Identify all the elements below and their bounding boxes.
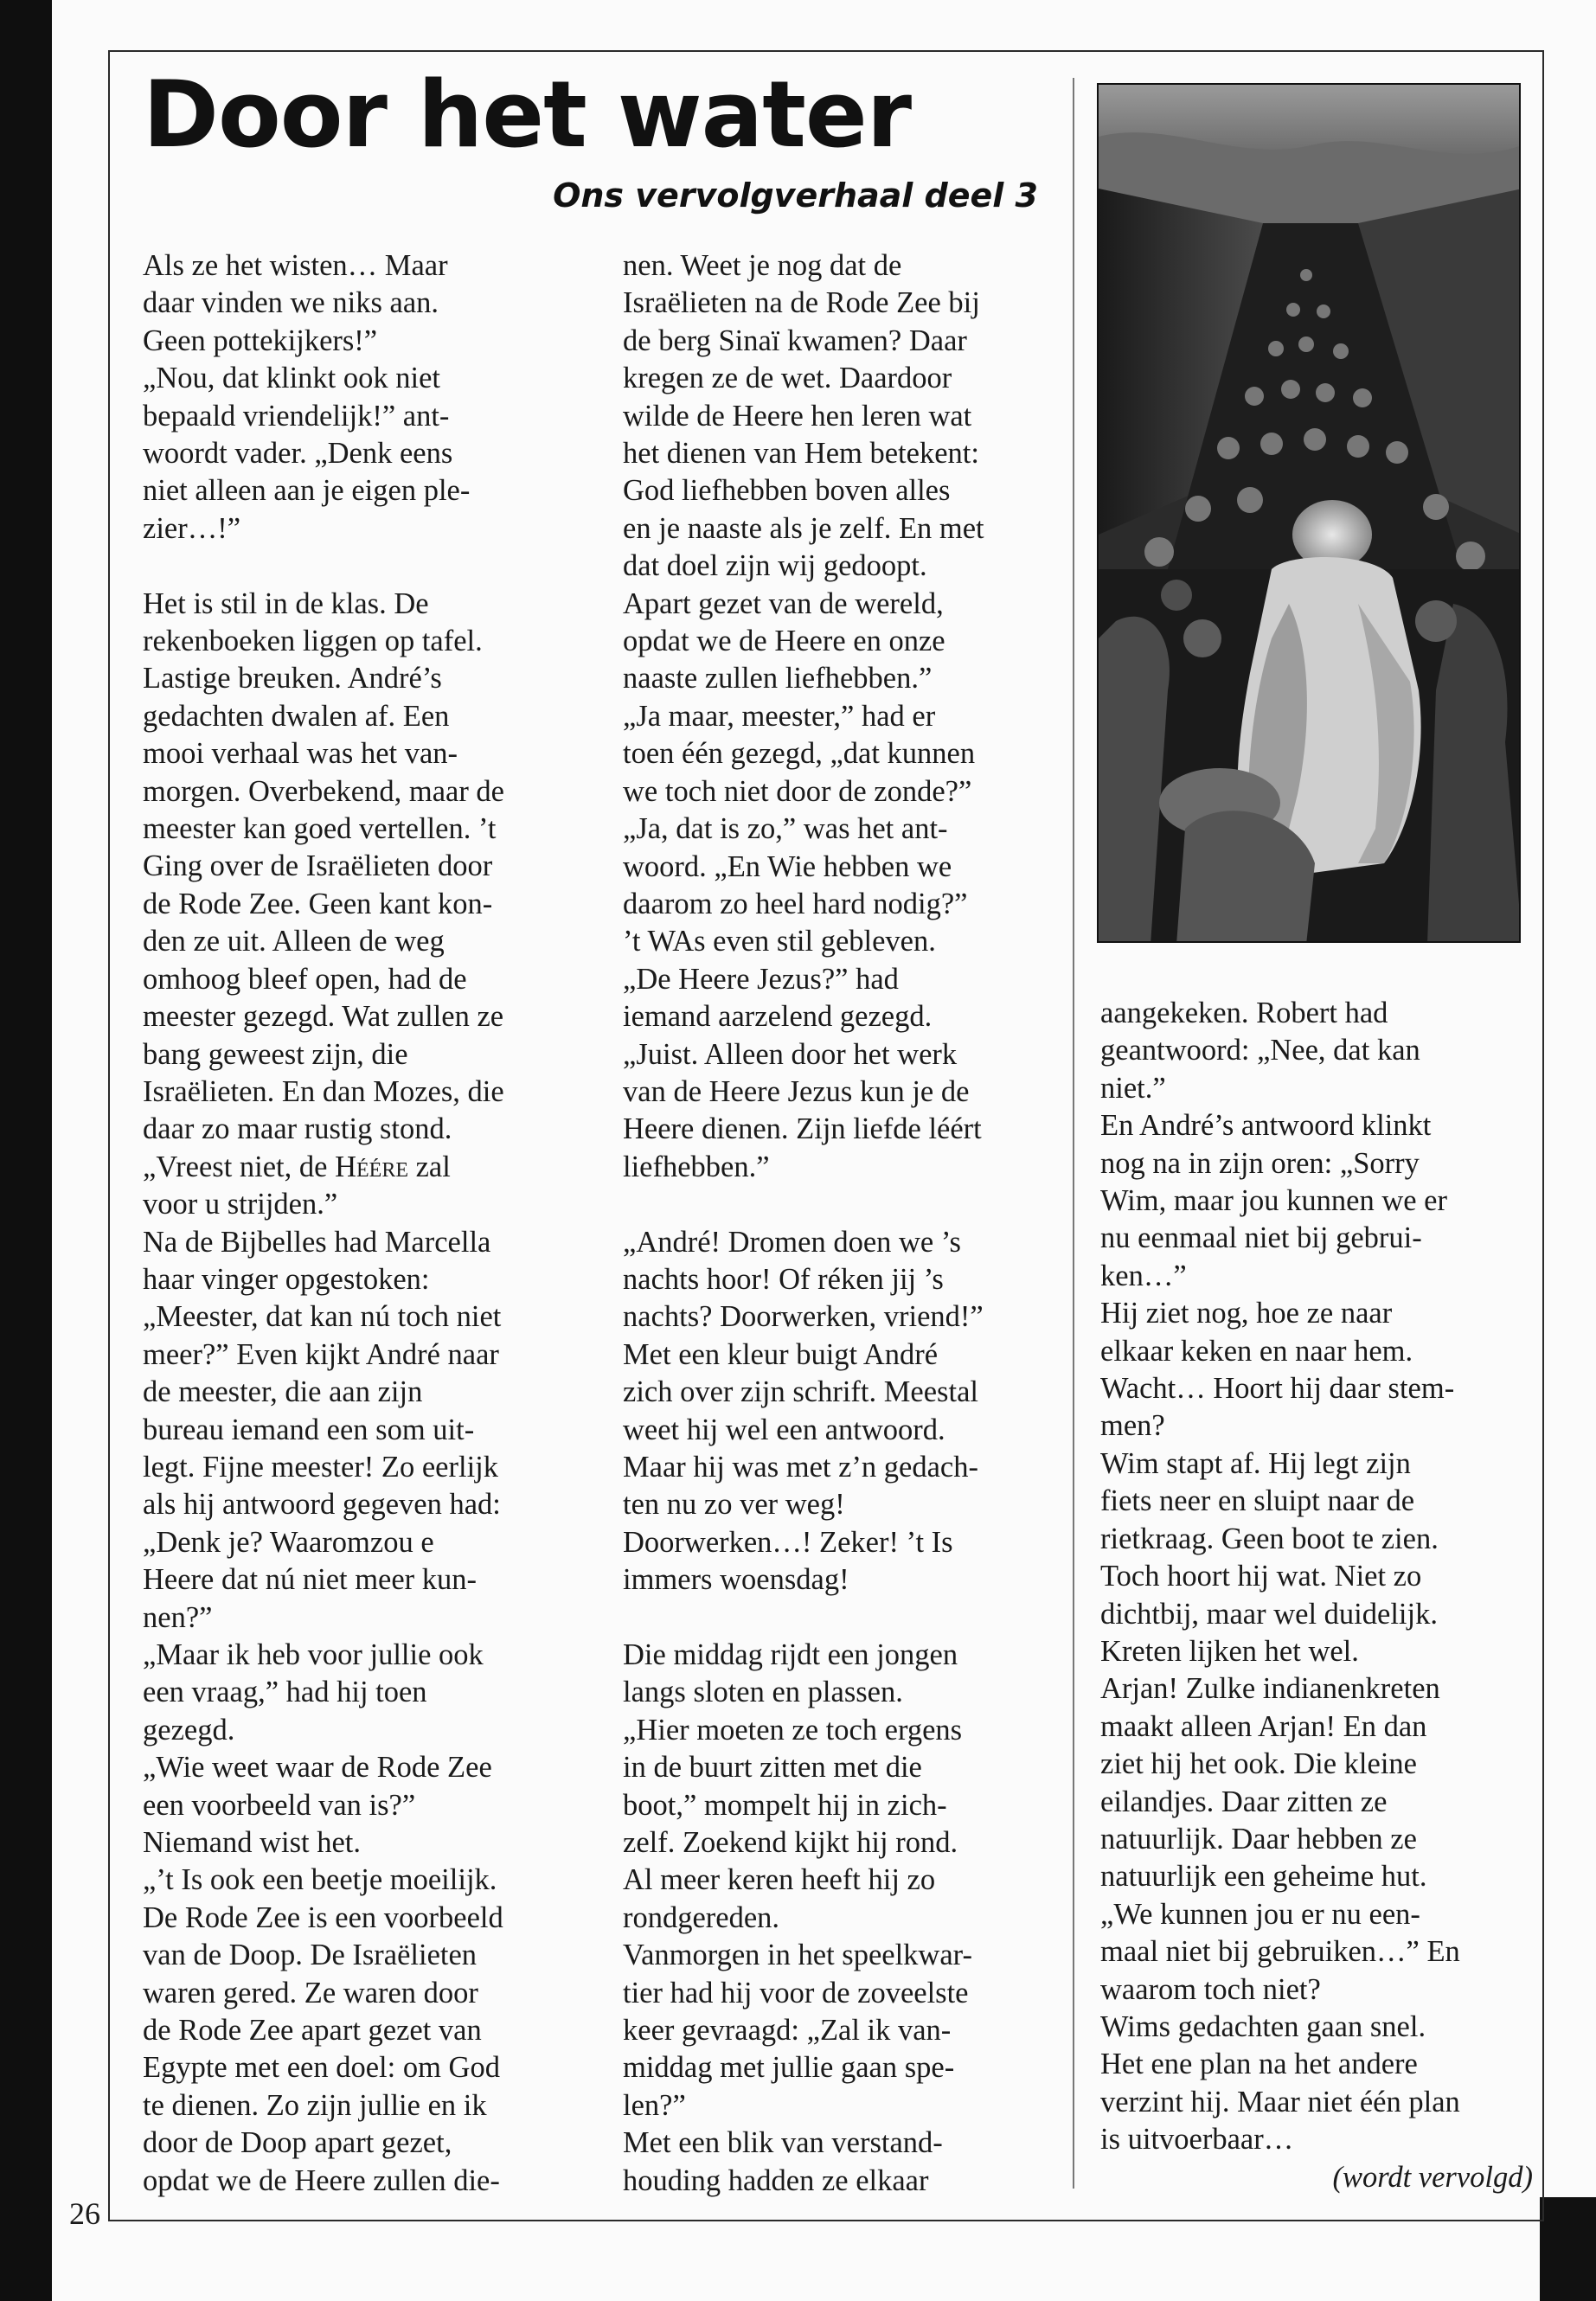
text-line: omhoog bleef open, had de [143, 962, 467, 996]
text-line: mooi verhaal was het van- [143, 737, 458, 771]
text-line: geantwoord: „Nee, dat kan [1100, 1034, 1420, 1067]
text-line: naaste zullen liefhebben.” [623, 662, 933, 695]
text-line: ten nu zo ver weg! [623, 1488, 845, 1522]
text-line: gezegd. [143, 1713, 235, 1747]
text-line: meester kan goed vertellen. ’t [143, 812, 497, 846]
text-line: door de Doop apart gezet, [143, 2126, 452, 2160]
text-line: De Rode Zee is een voorbeeld [143, 1900, 503, 1934]
text-line: de Rode Zee apart gezet van [143, 2014, 482, 2048]
text-line: „Vreest niet, de Héére zal [143, 1150, 451, 1183]
text-line: van de Doop. De Israëlieten [143, 1939, 478, 1972]
text-line: Het ene plan na het andere [1100, 2048, 1418, 2081]
text-line: „De Heere Jezus?” had [623, 962, 899, 996]
text-line: in de buurt zitten met die [623, 1751, 922, 1785]
text-line: niet.” [1100, 1071, 1166, 1105]
text-line: een voorbeeld van is?” [143, 1788, 416, 1822]
text-line: daar zo maar rustig stond. [143, 1112, 452, 1146]
text-line: daarom zo heel hard nodig?” [623, 887, 968, 920]
column-divider [1073, 78, 1074, 2189]
article-title: Door het water [143, 61, 912, 168]
text-line: verzint hij. Maar niet één plan [1100, 2085, 1460, 2118]
text-line: is uitvoerbaar… [1100, 2123, 1294, 2157]
text-line: woord. „En Wie hebben we [623, 849, 952, 883]
page-number: 26 [69, 2196, 100, 2231]
text-line: „Meester, dat kan nú toch niet [143, 1300, 502, 1334]
text-line: dat doel zijn wij gedoopt. [623, 549, 927, 583]
text-line: houding hadden ze elkaar [623, 2163, 929, 2197]
text-line: Heere dienen. Zijn liefde léért [623, 1112, 982, 1146]
text-line: „Wie weet waar de Rode Zee [143, 1751, 492, 1785]
page-edge-shadow [1540, 2197, 1596, 2301]
text-line: Met een kleur buigt André [623, 1337, 939, 1371]
text-line: Kreten lijken het wel. [1100, 1634, 1359, 1668]
text-line: nen. Weet je nog dat de [623, 249, 902, 282]
text-line: „André! Dromen doen we ’s [623, 1225, 961, 1259]
text-line: woordt vader. „Denk eens [143, 437, 453, 471]
text-line: men? [1100, 1409, 1165, 1443]
text-line: Wims gedachten gaan snel. [1100, 2009, 1426, 2043]
text-line: rondgereden. [623, 1900, 780, 1934]
text-line: langs sloten en plassen. [623, 1676, 903, 1709]
text-line: aangekeken. Robert had [1100, 997, 1388, 1029]
text-line: dichtbij, maar wel duidelijk. [1100, 1597, 1438, 1631]
text-line: Israëlieten na de Rode Zee bij [623, 286, 980, 320]
text-line: en je naaste als je zelf. En met [623, 511, 984, 545]
text-line: middag met jullie gaan spe- [623, 2051, 955, 2085]
text-line: maakt alleen Arjan! En dan [1100, 1709, 1427, 1743]
text-line: Die middag rijdt een jongen [623, 1638, 958, 1671]
text-line: nachts hoor! Of réken jij ’s [623, 1262, 944, 1296]
text-line: een vraag,” had hij toen [143, 1676, 427, 1709]
text-line [143, 548, 575, 585]
text-line: liefhebben.” [623, 1150, 770, 1183]
text-line: rietkraag. Geen boot te zien. [1100, 1522, 1439, 1555]
column-right [1100, 995, 1533, 2196]
text-line: zich over zijn schrift. Meestal [623, 1375, 978, 1409]
text-line: rekenboeken liggen op tafel. [143, 625, 483, 658]
text-line: Het is stil in de klas. De [143, 586, 429, 620]
text-line: we toch niet door de zonde?” [623, 774, 972, 808]
text-line: „Denk je? Waaromzou e [143, 1525, 434, 1559]
red-sea-crossing-illustration [1097, 83, 1521, 943]
text-line: zelf. Zoekend kijkt hij rond. [623, 1826, 958, 1860]
text-line: natuurlijk een geheime hut. [1100, 1860, 1427, 1894]
text-line: „Maar ik heb voor jullie ook [143, 1638, 484, 1672]
text-line: meester gezegd. Wat zullen ze [143, 1000, 504, 1034]
text-line: immers woensdag! [623, 1563, 849, 1597]
text-line: Apart gezet van de wereld, [623, 586, 944, 620]
text-line: Toch hoort hij wat. Niet zo [1100, 1560, 1422, 1593]
text-line: En André’s antwoord klinkt [1100, 1109, 1432, 1143]
text-line: opdat we de Heere en onze [623, 625, 945, 658]
text-line: voor u strijden.” [143, 1188, 338, 1221]
text-line: Na de Bijbelles had Marcella [143, 1225, 491, 1259]
text-line: gedachten dwalen af. Een [143, 699, 450, 733]
text-line: eilandjes. Daar zitten ze [1100, 1785, 1388, 1818]
text-line: Hij ziet nog, hoe ze naar [1100, 1297, 1393, 1330]
text-line: weet hij wel een antwoord. [623, 1413, 945, 1446]
text-line: nog na in zijn oren: „Sorry [1100, 1146, 1420, 1180]
text-line: ’t WAs even stil gebleven. [623, 925, 936, 958]
text-line: elkaar keken en naar hem. [1100, 1334, 1413, 1368]
text-line: Vanmorgen in het speelkwar- [623, 1939, 972, 1972]
text-line: haar vinger opgestoken: [143, 1262, 430, 1296]
text-line: den ze uit. Alleen de weg [143, 925, 445, 958]
text-line: maal niet bij gebruiken…” En [1100, 1935, 1460, 1969]
text-line: nen?” [143, 1600, 213, 1634]
text-line: „Nou, dat klinkt ook niet [143, 362, 440, 395]
text-line: „Juist. Alleen door het werk [623, 1037, 958, 1071]
text-line: Al meer keren heeft hij zo [623, 1863, 936, 1897]
text-line: ken…” [1100, 1259, 1187, 1292]
text-line [623, 1599, 1055, 1637]
text-line: bang geweest zijn, die [143, 1037, 408, 1071]
text-line: wilde de Heere hen leren wat [623, 399, 972, 433]
text-line: Heere dat nú niet meer kun- [143, 1563, 478, 1597]
text-line: Ging over de Israëlieten door [143, 849, 493, 883]
page-spine-shadow [0, 0, 52, 2301]
text-line: nu eenmaal niet bij gebrui- [1100, 1221, 1422, 1255]
text-line: Geen pottekijkers!” [143, 324, 378, 357]
text-line: opdat we de Heere zullen die- [143, 2163, 500, 2197]
text-line: van de Heere Jezus kun je de [623, 1074, 970, 1108]
text-line: Wacht… Hoort hij daar stem- [1100, 1372, 1455, 1406]
text-line: Als ze het wisten… Maar [143, 249, 448, 282]
text-line: de meester, die aan zijn [143, 1375, 423, 1409]
text-line: God liefhebben boven alles [623, 474, 951, 508]
text-line: „Ja, dat is zo,” was het ant- [623, 812, 948, 846]
text-line: meer?” Even kijkt André naar [143, 1337, 499, 1371]
text-line: „Hier moeten ze toch ergens [623, 1713, 963, 1747]
text-line: ziet hij het ook. Die kleine [1100, 1747, 1417, 1781]
text-line: daar vinden we niks aan. [143, 286, 439, 320]
text-line: legt. Fijne meester! Zo eerlijk [143, 1450, 498, 1484]
illustration-drawing [1099, 85, 1521, 943]
text-line: niet alleen aan je eigen ple- [143, 474, 471, 508]
article-subtitle: Ons vervolgverhaal deel 3 [553, 176, 1038, 215]
text-line: Niemand wist het. [143, 1826, 361, 1860]
text-line: kregen ze de wet. Daardoor [623, 362, 952, 395]
text-line: zier…!” [143, 511, 241, 545]
text-line: „’t Is ook een beetje moeilijk. [143, 1863, 497, 1897]
text-line [623, 1186, 1055, 1223]
text-line: Maar hij was met z’n gedach- [623, 1450, 978, 1484]
text-line: Egypte met een doel: om God [143, 2051, 500, 2085]
text-line: Met een blik van verstand- [623, 2126, 943, 2160]
text-line: iemand aarzelend gezegd. [623, 1000, 933, 1034]
text-line: Doorwerken…! Zeker! ’t Is [623, 1525, 953, 1559]
text-line: het dienen van Hem betekent: [623, 437, 979, 471]
text-line: boot,” mompelt hij in zich- [623, 1788, 947, 1822]
text-line: Lastige breuken. André’s [143, 662, 442, 695]
text-line: morgen. Overbekend, maar de [143, 774, 504, 808]
text-line: de berg Sinaï kwamen? Daar [623, 324, 967, 357]
text-line: bureau iemand een som uit- [143, 1413, 475, 1446]
continued-note: (wordt vervolgd) [1332, 2160, 1533, 2194]
text-line: len?” [623, 2088, 686, 2122]
column-middle [623, 247, 1055, 2200]
text-line: toen één gezegd, „dat kunnen [623, 737, 976, 771]
text-line: „We kunnen jou er nu een- [1100, 1897, 1420, 1931]
text-line: fiets neer en sluipt naar de [1100, 1484, 1415, 1518]
text-line: waren gered. Ze waren door [143, 1976, 478, 2009]
text-line: Wim stapt af. Hij legt zijn [1100, 1446, 1411, 1480]
text-line: waarom toch niet? [1100, 1972, 1321, 2006]
text-line: te dienen. Zo zijn jullie en ik [143, 2088, 487, 2122]
text-line: Wim, maar jou kunnen we er [1100, 1184, 1447, 1218]
text-line: „Ja maar, meester,” had er [623, 699, 936, 733]
text-line: bepaald vriendelijk!” ant- [143, 399, 450, 433]
text-line: keer gevraagd: „Zal ik van- [623, 2014, 952, 2048]
text-line: nachts? Doorwerken, vriend!” [623, 1300, 984, 1334]
text-line: tier had hij voor de zoveelste [623, 1976, 969, 2009]
text-line: Arjan! Zulke indianenkreten [1100, 1672, 1440, 1706]
text-line: als hij antwoord gegeven had: [143, 1488, 501, 1522]
column-left [143, 247, 575, 2200]
text-line: natuurlijk. Daar hebben ze [1100, 1822, 1417, 1856]
text-line: Israëlieten. En dan Mozes, die [143, 1074, 504, 1108]
text-line: de Rode Zee. Geen kant kon- [143, 887, 493, 920]
